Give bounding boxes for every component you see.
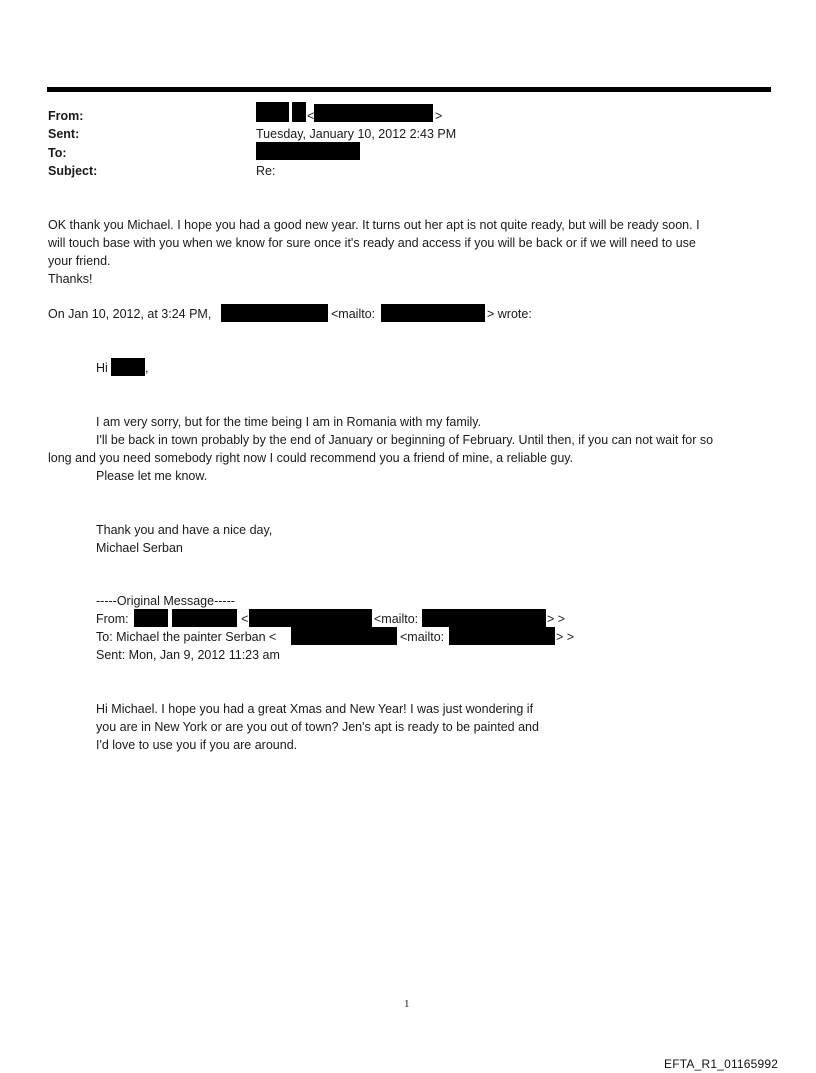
redaction-block	[111, 358, 145, 376]
subject-label: Subject:	[48, 164, 98, 178]
original-from-close: > >	[547, 612, 566, 626]
reply-line: I'll be back in town probably by the end of January or beginning of February. Until then, if you can not wait for so	[96, 433, 714, 447]
original-from-lt: <	[241, 612, 249, 626]
body-line: OK thank you Michael. I hope you had a good new year. It turns out her apt is not quite ready, but will be ready soon. I	[48, 218, 700, 232]
header-rule	[47, 87, 771, 92]
reply-greeting-comma: ,	[145, 361, 149, 375]
to-label: To:	[48, 146, 67, 160]
redaction-block	[249, 609, 372, 627]
redaction-block	[256, 142, 360, 160]
reply-signoff: Thank you and have a nice day,	[96, 523, 273, 537]
from-angle-open: <	[307, 109, 315, 123]
quote-intro-mailto: <mailto:	[331, 307, 376, 321]
from-label: From:	[48, 109, 84, 123]
sent-value: Tuesday, January 10, 2012 2:43 PM	[256, 127, 457, 141]
reply-signature: Michael Serban	[96, 541, 183, 555]
reply-line: Please let me know.	[96, 469, 208, 483]
redaction-block	[256, 102, 289, 122]
original-divider: -----Original Message-----	[96, 594, 235, 608]
redaction-block	[291, 627, 397, 645]
original-to-prefix: To: Michael the painter Serban <	[96, 630, 277, 644]
original-from-label: From:	[96, 612, 129, 626]
reply-line: I am very sorry, but for the time being I am in Romania with my family.	[96, 415, 482, 429]
original-sent: Sent: Mon, Jan 9, 2012 11:23 am	[96, 648, 280, 662]
redaction-block	[381, 304, 485, 322]
original-message-line: Hi Michael. I hope you had a great Xmas and New Year! I was just wondering if	[96, 702, 534, 716]
original-to-mailto: <mailto:	[400, 630, 445, 644]
redaction-block	[221, 304, 328, 322]
page-number: 1	[404, 998, 410, 1010]
redaction-block	[172, 609, 237, 627]
sent-label: Sent:	[48, 127, 80, 141]
redaction-block	[292, 102, 306, 122]
original-message-line: I'd love to use you if you are around.	[96, 738, 298, 752]
body-line: will touch base with you when we know for sure once it's ready and access if you will be back or if we will need to use	[48, 236, 696, 250]
original-from-mailto: <mailto:	[374, 612, 419, 626]
body-thanks: Thanks!	[48, 272, 93, 286]
original-to-close: > >	[556, 630, 575, 644]
redaction-block	[449, 627, 555, 645]
reply-greeting: Hi	[96, 361, 108, 375]
original-message-line: you are in New York or are you out of town? Jen's apt is ready to be painted and	[96, 720, 539, 734]
reply-line: long and you need somebody right now I could recommend you a friend of mine, a reliable guy.	[48, 451, 574, 465]
subject-value: Re:	[256, 164, 276, 178]
redaction-block	[422, 609, 546, 627]
from-angle-close: >	[435, 109, 443, 123]
redaction-block	[134, 609, 168, 627]
quote-intro-prefix: On Jan 10, 2012, at 3:24 PM,	[48, 307, 212, 321]
body-line: your friend.	[48, 254, 111, 268]
redaction-block	[314, 104, 433, 122]
quote-intro-wrote: > wrote:	[487, 307, 532, 321]
document-id: EFTA_R1_01165992	[664, 1057, 779, 1071]
